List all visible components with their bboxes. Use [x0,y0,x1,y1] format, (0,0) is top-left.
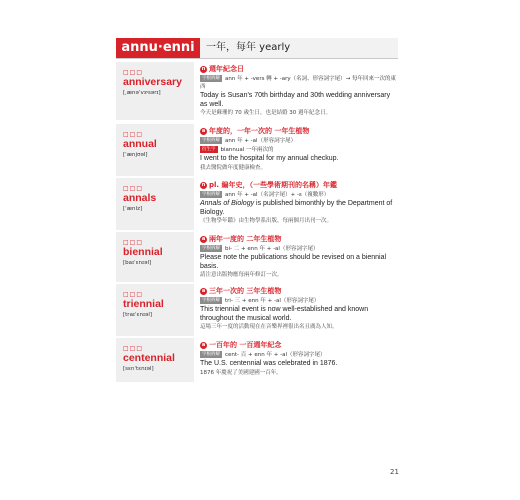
definition: n pl. 編年史，（一些學術期刊的名稱）年鑑 [201,181,338,189]
definition: a 一百年的 一百週年紀念 [201,341,282,349]
root-tag: annu·enni [116,38,200,58]
word-panel [116,338,194,382]
word-panel [116,124,194,176]
word-panel [116,232,194,282]
root-header [116,38,398,59]
etymology-badge: 字根拆解 [202,138,220,143]
root-meaning: 一年，每年 yearly [206,42,291,53]
part-of-speech-icon: a [201,127,206,134]
word-panel [116,284,194,336]
headword: annals [123,192,157,204]
example-translation: 《生物學年鑑》由生物學系出版，每兩個月出刊一次。 [200,218,333,224]
etymology: 字根拆解 ann 年 + -al（名詞字尾）+ -s（複數形） [202,192,330,198]
example-sentence: I went to the hospital for my annual checkup. [200,155,339,162]
example-sentence: This triennial event is now well-established and known throughout the musical world. [200,306,369,322]
checkbox-marks: □□□ [123,239,144,246]
checkbox-marks: □□□ [123,345,144,352]
entry-triennial [116,284,398,336]
headword: biennial [123,246,163,258]
example-translation: 我去醫院做年度健康檢查。 [200,164,267,171]
definition: a 三年一次的 三年生植物 [201,287,282,295]
example-sentence: Today is Susan's 70th birthday and 30th wedding anniversary as well. [200,92,391,108]
part-of-speech-icon: a [201,235,206,242]
entry-anniversary [116,62,398,120]
entry-centennial [116,338,398,382]
etymology: 字根拆解 ann 年 + -vers 轉 + -ary（名詞、形容詞字尾）→ 每年回來一次的東西 [200,76,397,90]
phonetic: [traɪˈɛnɪəl] [123,312,153,318]
checkbox-marks: □□□ [123,69,144,76]
example-translation: 今天是蘇珊的 70 歲生日，也是結婚 30 週年紀念日。 [200,110,331,116]
headword: annual [123,138,157,150]
phonetic: [ˌænəˈvɝsərɪ] [123,90,161,96]
checkbox-marks: □□□ [123,291,144,298]
phonetic: [ˈænjʊəl] [123,152,148,158]
journal-title: Annals of Biology [200,200,255,207]
etymology-badge: 字根拆解 [202,76,220,81]
etymology: 字根拆解 ann 年 + -al（形容詞字尾） [202,138,297,144]
entry-annals [116,178,398,230]
phonetic: [ˈænlz] [123,206,143,212]
part-of-speech-icon: a [201,287,206,294]
etymology-badge: 字根拆解 [202,352,220,357]
part-of-speech-icon: a [201,341,206,348]
phonetic: [baɪˈɛnɪəl] [123,260,152,266]
entry-biennial [116,232,398,282]
derivative-badge: 衍生字 [202,147,216,152]
headword: anniversary [123,76,182,88]
definition: a 年度的，一年一次的 一年生植物 [201,127,310,135]
entry-annual [116,124,398,176]
entry-body [200,340,398,377]
entry-body [200,180,398,225]
etymology: 字根拆解 cent- 百 + enn 年 + -al（形容詞字尾） [202,352,326,358]
entry-body [200,126,398,172]
entry-body [200,234,398,279]
headword: centennial [123,352,175,364]
etymology: 字根拆解 bi- 二 + enn 年 + -al（形容詞字尾） [202,246,319,252]
checkbox-marks: □□□ [123,185,144,192]
checkbox-marks: □□□ [123,131,144,138]
definition: a 兩年一度的 二年生植物 [201,235,282,243]
example-sentence: Annals of Biology is published bimonthly by the Department of Biology. [200,200,393,216]
part-of-speech-icon: n [201,65,206,72]
word-panel [116,178,194,230]
phonetic: [sɛnˈtɛnɪəl] [123,366,154,372]
etymology-badge: 字根拆解 [202,298,220,303]
example-translation: 這場三年一度的活動現在在音樂界裡很出名且廣為人知。 [200,324,338,330]
example-translation: 請注意出版物應每兩年修訂一次。 [200,272,283,278]
etymology-badge: 字根拆解 [202,246,220,251]
example-sentence: The U.S. centennial was celebrated in 1876. [200,360,338,367]
page-number: 21 [390,468,399,476]
etymology: 字根拆解 tri- 三 + enn 年 + -al（形容詞字尾） [202,298,320,304]
word-panel [116,62,194,120]
entry-body [200,64,398,117]
definition: n 週年紀念日 [201,65,244,73]
headword: triennial [123,298,164,310]
etymology-badge: 字根拆解 [202,192,220,197]
entry-body [200,286,398,331]
example-sentence: Please note the publications should be revised on a biennial basis. [200,254,387,270]
derivative: 衍生字 biannual 一年兩次的 [202,147,274,153]
part-of-speech-icon: n [201,181,206,188]
example-translation: 1876 年慶祝了美國建國一百年。 [200,369,282,376]
